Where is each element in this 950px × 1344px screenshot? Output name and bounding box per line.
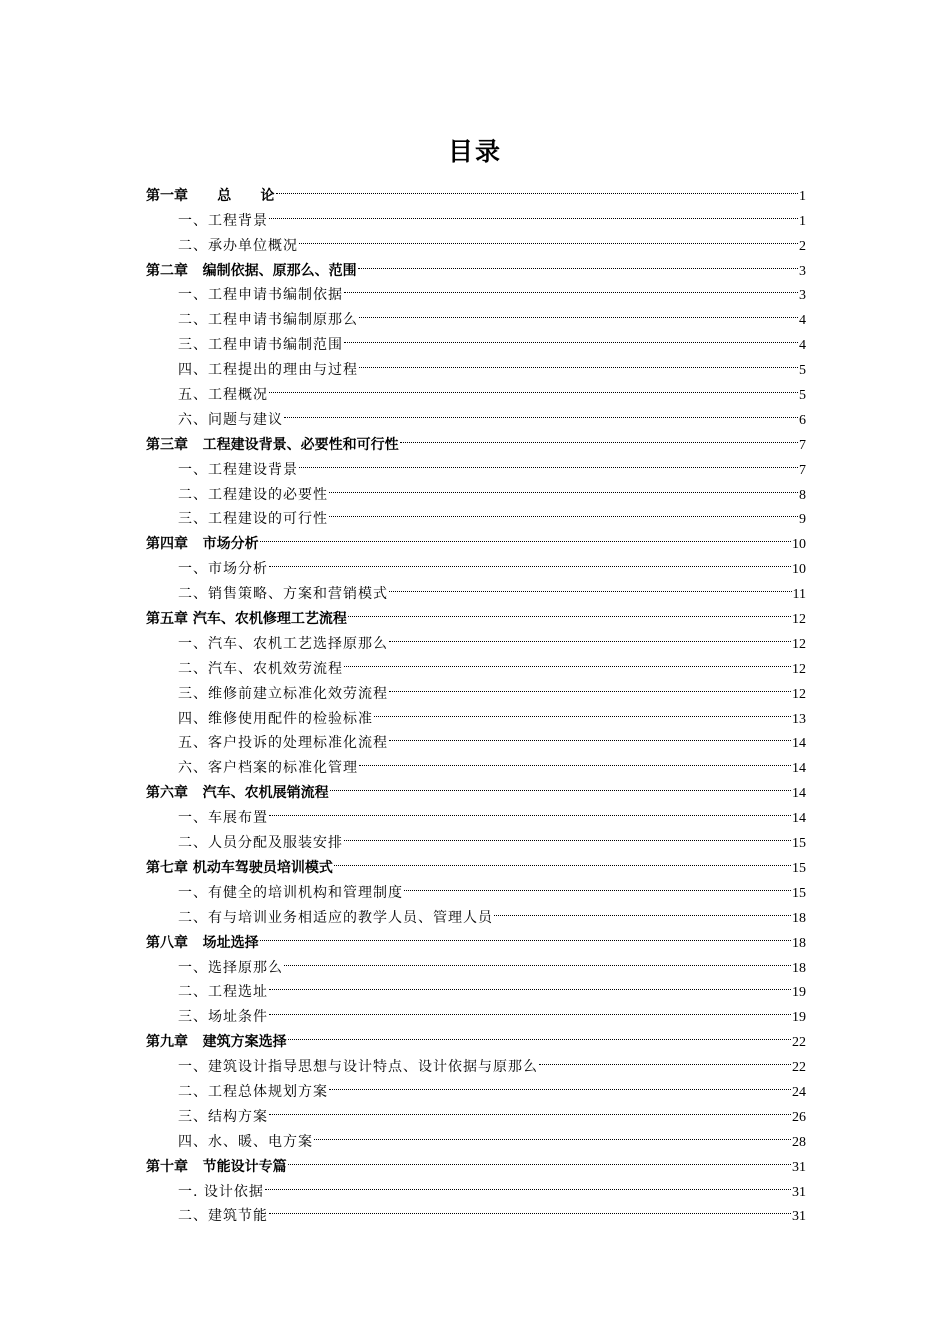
toc-entry-label: 二、有与培训业务相适应的教学人员、管理人员 bbox=[178, 909, 493, 926]
toc-page-number: 15 bbox=[792, 860, 806, 876]
dot-leader bbox=[388, 673, 792, 698]
toc-page-number: 19 bbox=[792, 985, 806, 1001]
toc-page-number: 7 bbox=[799, 437, 806, 453]
dot-leader bbox=[268, 548, 792, 573]
toc-page-number: 15 bbox=[792, 836, 806, 852]
toc-chapter-entry[interactable] bbox=[146, 175, 806, 204]
dot-leader bbox=[268, 1196, 792, 1221]
toc-entry-label: 一、工程背景 bbox=[178, 212, 268, 229]
toc-entry-label: 二、工程总体规划方案 bbox=[178, 1083, 328, 1100]
toc-entry-label: 一、选择原那么 bbox=[178, 959, 283, 976]
dot-leader bbox=[283, 947, 792, 972]
toc-entry-label: 第十章 节能设计专篇 bbox=[146, 1158, 287, 1175]
dot-leader bbox=[283, 399, 799, 424]
toc-page-number: 19 bbox=[792, 1010, 806, 1026]
toc-page-number: 3 bbox=[799, 288, 806, 304]
toc-entry-label: 一、车展布置 bbox=[178, 810, 268, 827]
toc-page-number: 22 bbox=[792, 1035, 806, 1051]
toc-entry-label: 三、场址条件 bbox=[178, 1009, 268, 1026]
toc-entry-label: 二、承办单位概况 bbox=[178, 237, 298, 254]
toc-entry-label: 第九章 建筑方案选择 bbox=[146, 1034, 287, 1051]
dot-leader bbox=[399, 424, 799, 449]
dot-leader bbox=[287, 1021, 792, 1046]
toc-page-number: 12 bbox=[792, 686, 806, 702]
toc-page-number: 1 bbox=[799, 213, 806, 229]
toc-page-number: 14 bbox=[792, 761, 806, 777]
toc-page-number: 9 bbox=[799, 512, 806, 528]
dot-leader bbox=[343, 648, 792, 673]
table-of-contents bbox=[146, 175, 806, 1225]
toc-page-number: 31 bbox=[792, 1159, 806, 1175]
toc-page-number: 14 bbox=[792, 786, 806, 802]
dot-leader bbox=[388, 573, 793, 598]
dot-leader bbox=[268, 996, 792, 1021]
toc-page-number: 14 bbox=[792, 736, 806, 752]
toc-page-number: 18 bbox=[792, 910, 806, 926]
toc-entry-label: 六、问题与建议 bbox=[178, 411, 283, 428]
dot-leader bbox=[329, 772, 792, 797]
dot-leader bbox=[388, 723, 792, 748]
dot-leader bbox=[538, 1046, 792, 1071]
dot-leader bbox=[298, 449, 799, 474]
toc-page-number: 12 bbox=[792, 612, 806, 628]
toc-entry-label: 六、客户档案的标准化管理 bbox=[178, 760, 358, 777]
toc-page-number: 28 bbox=[792, 1134, 806, 1150]
toc-entry-label: 第一章 总 论 bbox=[146, 187, 275, 204]
toc-entry-label: 一、市场分析 bbox=[178, 561, 268, 578]
toc-page-number: 31 bbox=[792, 1184, 806, 1200]
toc-page-number: 13 bbox=[792, 711, 806, 727]
toc-page-number: 10 bbox=[792, 537, 806, 553]
toc-entry-label: 三、维修前建立标准化效劳流程 bbox=[178, 685, 388, 702]
toc-entry-label: 一. 设计依据 bbox=[178, 1183, 264, 1200]
toc-entry-label: 二、汽车、农机效劳流程 bbox=[178, 660, 343, 677]
toc-entry-label: 第七章 机动车驾驶员培训模式 bbox=[146, 859, 333, 876]
toc-page-number: 4 bbox=[799, 338, 806, 354]
toc-page-number: 6 bbox=[799, 412, 806, 428]
toc-entry-label: 三、工程申请书编制范围 bbox=[178, 337, 343, 354]
toc-entry-label: 一、工程建设背景 bbox=[178, 461, 298, 478]
toc-entry-label: 四、工程提出的理由与过程 bbox=[178, 362, 358, 379]
toc-page-number: 10 bbox=[792, 562, 806, 578]
dot-leader bbox=[268, 797, 792, 822]
dot-leader bbox=[298, 225, 799, 250]
dot-leader bbox=[358, 349, 799, 374]
toc-entry-label: 第三章 工程建设背景、必要性和可行性 bbox=[146, 436, 399, 453]
toc-page-number: 18 bbox=[792, 935, 806, 951]
toc-page-number: 5 bbox=[799, 388, 806, 404]
dot-leader bbox=[357, 250, 799, 275]
toc-page-number: 18 bbox=[792, 960, 806, 976]
toc-page-number: 8 bbox=[799, 487, 806, 503]
toc-entry-label: 五、客户投诉的处理标准化流程 bbox=[178, 735, 388, 752]
toc-page-number: 5 bbox=[799, 363, 806, 379]
dot-leader bbox=[388, 623, 792, 648]
toc-entry-label: 第二章 编制依据、原那么、范围 bbox=[146, 262, 357, 279]
toc-entry-label: 五、工程概况 bbox=[178, 387, 268, 404]
toc-page-number: 3 bbox=[799, 263, 806, 279]
dot-leader bbox=[287, 1146, 792, 1171]
dot-leader bbox=[403, 872, 792, 897]
dot-leader bbox=[328, 499, 799, 524]
toc-page-number: 26 bbox=[792, 1109, 806, 1125]
dot-leader bbox=[333, 847, 792, 872]
toc-entry-label: 二、建筑节能 bbox=[178, 1208, 268, 1225]
toc-entry-label: 四、水、暖、电方案 bbox=[178, 1133, 313, 1150]
toc-entry-label: 二、工程选址 bbox=[178, 984, 268, 1001]
dot-leader bbox=[268, 972, 792, 997]
dot-leader bbox=[268, 374, 799, 399]
dot-leader bbox=[268, 200, 799, 225]
dot-leader bbox=[343, 324, 799, 349]
toc-entry-label: 三、工程建设的可行性 bbox=[178, 511, 328, 528]
toc-page-number: 7 bbox=[799, 462, 806, 478]
toc-entry-label: 二、销售策略、方案和营销模式 bbox=[178, 586, 388, 603]
dot-leader bbox=[373, 698, 792, 723]
dot-leader bbox=[264, 1171, 792, 1196]
toc-entry-label: 一、有健全的培训机构和管理制度 bbox=[178, 884, 403, 901]
toc-page-number: 14 bbox=[792, 811, 806, 827]
toc-entry-label: 三、结构方案 bbox=[178, 1108, 268, 1125]
toc-title: 目录 bbox=[447, 137, 502, 166]
toc-page-number: 12 bbox=[792, 661, 806, 677]
dot-leader bbox=[493, 897, 792, 922]
toc-page-number: 1 bbox=[799, 188, 806, 204]
toc-page-number: 22 bbox=[792, 1060, 806, 1076]
toc-entry-label: 第八章 场址选择 bbox=[146, 934, 259, 951]
toc-entry-label: 一、建筑设计指导思想与设计特点、设计依据与原那么 bbox=[178, 1059, 538, 1076]
toc-page-number: 15 bbox=[792, 885, 806, 901]
toc-entry-label: 二、人员分配及服装安排 bbox=[178, 835, 343, 852]
toc-page-number: 31 bbox=[792, 1209, 806, 1225]
dot-leader bbox=[343, 275, 799, 300]
dot-leader bbox=[328, 474, 799, 499]
dot-leader bbox=[313, 1121, 792, 1146]
dot-leader bbox=[343, 822, 792, 847]
dot-leader bbox=[358, 747, 792, 772]
toc-entry-label: 二、工程建设的必要性 bbox=[178, 486, 328, 503]
toc-page-number: 4 bbox=[799, 313, 806, 329]
toc-page-number: 24 bbox=[792, 1084, 806, 1100]
toc-entry-label: 第五章 汽车、农机修理工艺流程 bbox=[146, 611, 347, 628]
dot-leader bbox=[275, 175, 800, 200]
dot-leader bbox=[259, 922, 792, 947]
toc-entry-label: 一、汽车、农机工艺选择原那么 bbox=[178, 635, 388, 652]
toc-entry-label: 第四章 市场分析 bbox=[146, 536, 259, 553]
dot-leader bbox=[358, 299, 799, 324]
toc-entry-label: 四、维修使用配件的检验标准 bbox=[178, 710, 373, 727]
toc-entry-label: 第六章 汽车、农机展销流程 bbox=[146, 785, 329, 802]
dot-leader bbox=[268, 1096, 792, 1121]
toc-page-number: 2 bbox=[799, 238, 806, 254]
dot-leader bbox=[347, 598, 792, 623]
toc-page-number: 12 bbox=[792, 636, 806, 652]
toc-entry-label: 二、工程申请书编制原那么 bbox=[178, 312, 358, 329]
toc-entry-label: 一、工程申请书编制依据 bbox=[178, 287, 343, 304]
dot-leader bbox=[328, 1071, 792, 1096]
dot-leader bbox=[259, 523, 792, 548]
toc-page-number: 11 bbox=[792, 587, 806, 603]
